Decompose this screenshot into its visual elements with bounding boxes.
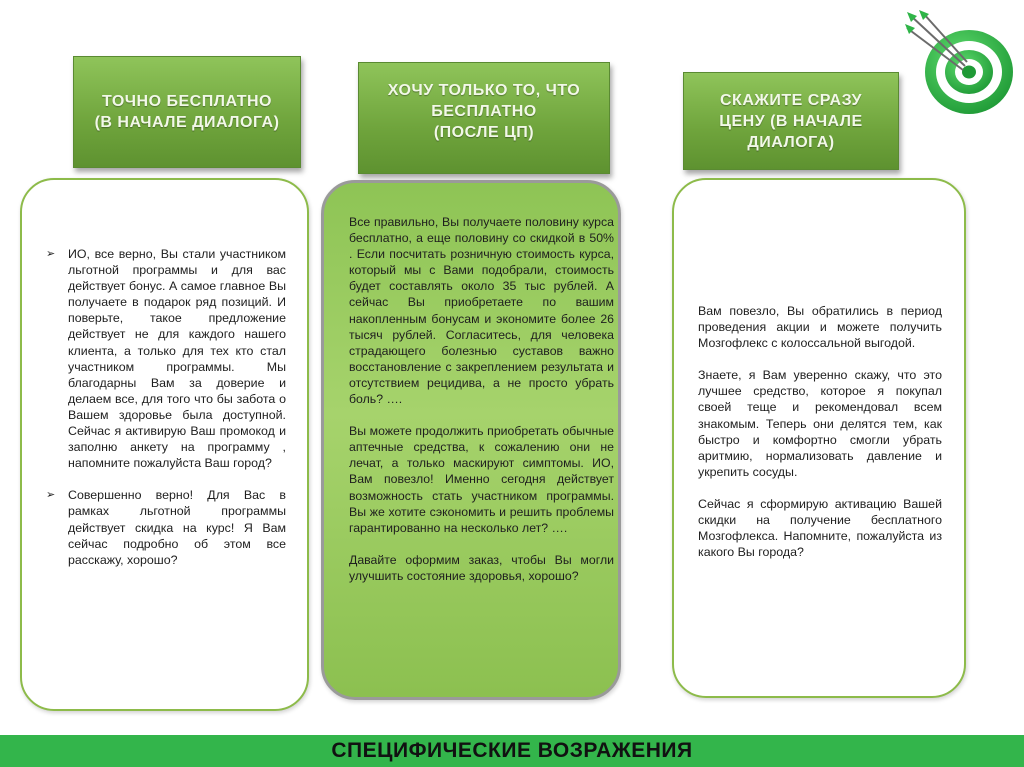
footer-title: СПЕЦИФИЧЕСКИЕ ВОЗРАЖЕНИЯ	[0, 735, 1024, 767]
center-card-text	[349, 214, 614, 600]
header-only-free: ХОЧУ ТОЛЬКО ТО, ЧТО БЕСПЛАТНО (ПОСЛЕ ЦП)	[358, 62, 610, 174]
paragraph: Вы можете продолжить приобретать обычные аптечные средства, к сожалению они не лечат, а только маскируют симптомы. ИО, Вам повезло! Именно сегодня действует возможность стать участником программы. Вы же хотите сэкономить и решить проблемы гарантированно на несколько лет? ….	[349, 424, 614, 535]
header-tell-price: СКАЖИТЕ СРАЗУ ЦЕНУ (В НАЧАЛЕ ДИАЛОГА)	[683, 72, 899, 170]
paragraph: Все правильно, Вы получаете половину курса бесплатно, а еще половину со скидкой в 50% . Если посчитать розничную стоимость курса, который мы с Вами подобрали, стоимость будет составлять около 35 тыс рублей. А сейчас Вы приобретаете по вашим накопленным бонусам и экономите более 26 тысяч рублей. Согласитесь, для человека страдающего болезнью суставов важно восстановление с закреплением результата и отсутствием рецидива, а не просто убрать боль? ….	[349, 215, 614, 407]
right-card-text	[698, 303, 942, 576]
left-card-text	[46, 246, 286, 584]
header-exactly-free: ТОЧНО БЕСПЛАТНО (В НАЧАЛЕ ДИАЛОГА)	[73, 56, 301, 168]
paragraph: Вам повезло, Вы обратились в период проведения акции и можете получить Мозгофлекс с колоссальной выгодой.	[698, 304, 942, 351]
list-item	[46, 246, 286, 471]
paragraph: Сейчас я сформирую активацию Вашей скидки на получение бесплатного Мозгофлекса. Напомните, пожалуйста из какого Вы города?	[698, 496, 942, 560]
arrow-bullet-icon: ➢	[46, 248, 56, 260]
arrow-bullet-icon: ➢	[46, 489, 56, 502]
target-with-arrows-icon	[905, 10, 1017, 116]
list-item	[46, 487, 286, 567]
list-item-text: ИО, все верно, Вы стали участником льготной программы и для вас действует бонус. А самое главное Вы получаете в подарок ряд позиций. И поверьте, такое предложение действует не для каждого нашего клиента, а только для тех кто стал участником программы. Мы благодарны Вам за доверие и делаем все, для того что бы забота о Вашем здоровье была доступной. Сейчас я активирую Ваш промокод и заполню анкету на программу , напомните пожалуйста Ваш город?	[68, 247, 286, 471]
list-item-text: Совершенно верно! Для Вас в рамках льготной программы действует скидка на курс! Я Вам сейчас подробно об этом все расскажу, хорошо?	[68, 488, 286, 567]
paragraph: Знаете, я Вам уверенно скажу, что это лучшее средство, которое я покупал своей теще и рекомендовал всем знакомым. Теперь они делятся тем, как быстро и комфортно смогли убрать аритмию, нормализовать давление и укрепить сосуды.	[698, 368, 942, 479]
paragraph: Давайте оформим заказ, чтобы Вы могли улучшить состояние здоровья, хорошо?	[349, 552, 614, 583]
